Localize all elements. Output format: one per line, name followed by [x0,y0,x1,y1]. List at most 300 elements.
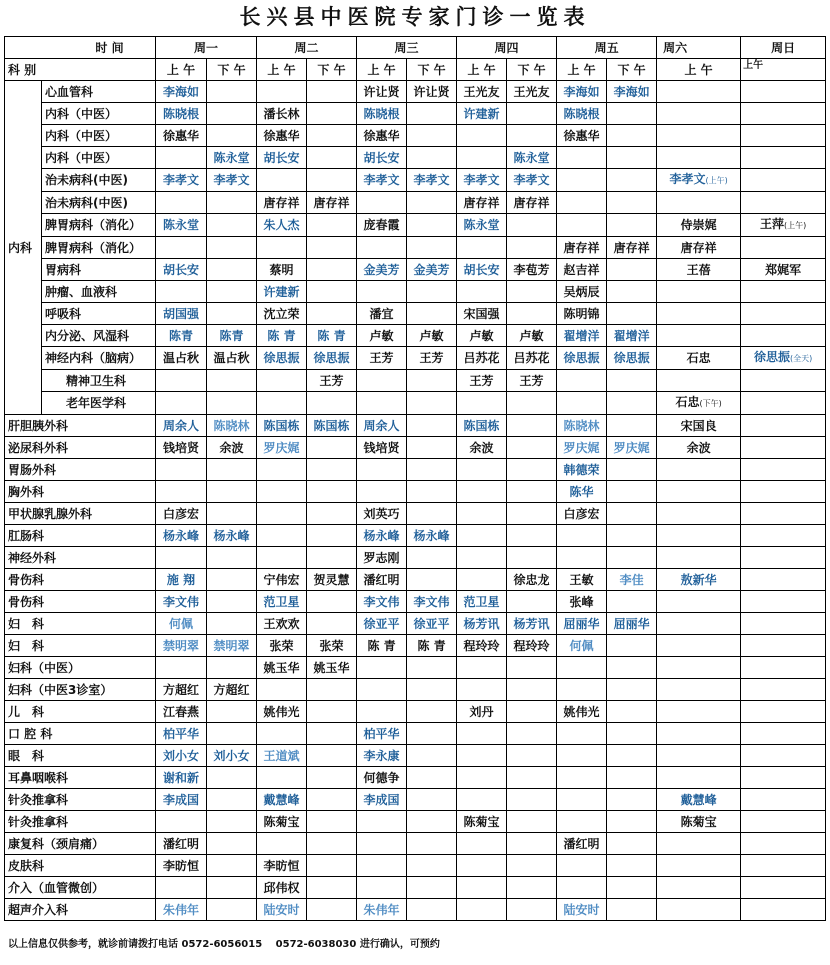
doctor-name: 陈永堂 [162,218,199,232]
doctor-name: 侍崇娓 [680,218,717,232]
schedule-cell [207,125,257,147]
doctor-name: 李佳 [619,572,644,587]
schedule-cell [307,899,357,921]
schedule-cell [457,591,507,613]
schedule-cell [357,303,407,325]
table-row [5,811,826,833]
schedule-cell [741,259,826,281]
department-name: 泌尿科外科 [5,437,156,459]
schedule-cell [156,789,207,811]
schedule-cell [607,723,657,745]
time-label: 时 间 [5,37,156,59]
schedule-cell [257,459,307,481]
doctor-name: 范卫星 [463,594,500,609]
doctor-name: 陈青 [219,328,244,343]
doctor-name: 白彦宏 [162,506,199,521]
department-name: 儿 科 [5,701,156,723]
schedule-cell [257,767,307,789]
schedule-cell [407,723,457,745]
table-row [5,259,826,281]
schedule-cell [307,591,357,613]
schedule-cell [557,169,607,192]
schedule-cell [557,415,607,437]
schedule-cell [457,325,507,347]
schedule-cell [507,214,557,237]
schedule-cell [557,613,607,635]
schedule-cell [156,459,207,481]
schedule-cell [741,899,826,921]
schedule-cell [657,855,741,877]
schedule-cell [741,613,826,635]
doctor-name: 陈晓根 [563,106,600,121]
doctor-name: 方超红 [213,682,250,697]
am-header: 上 午 [457,59,507,81]
doctor-name: 陈 青 [267,328,296,343]
schedule-cell [457,437,507,459]
doctor-name: 陈 青 [317,328,346,343]
doctor-name: 李苞芳 [513,262,550,277]
doctor-name: 卢敏 [469,328,494,343]
schedule-cell [307,833,357,855]
schedule-cell [357,125,407,147]
schedule-cell [257,701,307,723]
doctor-name: 屈丽华 [613,616,650,631]
schedule-cell [741,855,826,877]
doctor-name: 李文伟 [413,594,450,609]
doctor-name: 许建新 [463,106,500,121]
schedule-cell [507,591,557,613]
schedule-cell [407,877,457,899]
schedule-cell [607,679,657,701]
schedule-cell [257,723,307,745]
schedule-cell [607,81,657,103]
doctor-name: 李昉恒 [162,858,199,873]
schedule-cell [741,437,826,459]
doctor-name: 温占秋 [162,351,199,365]
doctor-name: 唐存祥 [263,195,300,210]
doctor-name: 唐存祥 [613,240,650,255]
schedule-cell [307,547,357,569]
doctor-name: 翟增洋 [563,328,600,343]
schedule-cell [657,811,741,833]
schedule-cell [307,169,357,192]
schedule-cell [507,415,557,437]
table-row [5,237,826,259]
pm-header: 下 午 [507,59,557,81]
pm-header: 下 午 [607,59,657,81]
schedule-cell [407,415,457,437]
schedule-cell [307,767,357,789]
doctor-name: 金美芳 [413,262,450,277]
schedule-cell [207,547,257,569]
schedule-cell [507,169,557,192]
schedule-cell [607,370,657,392]
schedule-cell [307,855,357,877]
schedule-cell [207,214,257,237]
schedule-cell [457,679,507,701]
schedule-cell [407,525,457,547]
doctor-name: 潘红明 [162,836,199,851]
schedule-cell [307,147,357,169]
schedule-cell [507,569,557,591]
schedule-cell [156,281,207,303]
schedule-cell [741,833,826,855]
schedule-cell [156,899,207,921]
schedule-cell [657,525,741,547]
schedule-cell [507,147,557,169]
schedule-cell [307,325,357,347]
header-row-days [5,37,826,59]
schedule-cell [257,237,307,259]
schedule-cell [207,679,257,701]
schedule-cell [407,547,457,569]
schedule-cell [257,169,307,192]
page-title: 长兴县中医院专家门诊一览表 [239,4,591,29]
schedule-cell [657,657,741,679]
schedule-cell [207,723,257,745]
doctor-name: 宋国强 [463,306,500,321]
am-header: 上 午 [257,59,307,81]
schedule-cell [741,547,826,569]
schedule-cell [741,767,826,789]
schedule-cell [207,303,257,325]
doctor-name: 刘小女 [162,748,199,763]
schedule-table [4,36,826,921]
schedule-cell [457,701,507,723]
schedule-cell [557,679,607,701]
schedule-cell [607,125,657,147]
schedule-cell [257,899,307,921]
doctor-name: 罗庆娓 [263,440,300,455]
schedule-cell [207,81,257,103]
schedule-cell [507,81,557,103]
schedule-cell [507,811,557,833]
schedule-cell [557,103,607,125]
schedule-cell [207,657,257,679]
doctor-name: 余波 [469,440,494,455]
doctor-name: 韩德荣 [563,462,600,477]
schedule-cell [407,657,457,679]
schedule-cell [557,789,607,811]
doctor-name: 王萍 [759,217,784,231]
doctor-name: 李孝文 [162,173,199,187]
schedule-cell [557,503,607,525]
schedule-cell [207,899,257,921]
schedule-cell [207,147,257,169]
doctor-name: 唐存祥 [680,240,717,255]
doctor-name: 徐思振 [613,351,650,365]
schedule-cell [457,569,507,591]
table-row [5,370,826,392]
department-name: 妇 科 [5,635,156,657]
schedule-cell [507,657,557,679]
schedule-cell [357,877,407,899]
doctor-name: 陈永堂 [463,218,500,232]
doctor-name: 徐思振 [263,351,300,365]
doctor-name: 朱人杰 [263,218,300,232]
schedule-cell [257,679,307,701]
schedule-cell [507,259,557,281]
schedule-cell [607,591,657,613]
doctor-name: 潘红明 [563,836,600,851]
department-name: 内科（中医） [42,125,156,147]
doctor-name: 陆安时 [563,902,600,917]
schedule-cell [307,481,357,503]
doctor-name: 李孝文 [513,173,550,187]
schedule-cell [156,591,207,613]
schedule-cell [507,192,557,214]
doctor-name: 江春燕 [162,704,199,719]
schedule-cell [257,811,307,833]
doctor-name: 陈菊宝 [263,814,300,829]
schedule-cell [557,833,607,855]
schedule-cell [407,635,457,657]
schedule-cell [357,855,407,877]
doctor-name: 余波 [219,440,244,455]
doctor-name: 胡长安 [363,150,400,165]
department-name: 皮肤科 [5,855,156,877]
schedule-cell [407,192,457,214]
schedule-cell [357,281,407,303]
doctor-name: 李成国 [162,792,199,807]
schedule-cell [607,325,657,347]
doctor-name: 姚玉华 [263,660,300,675]
doctor-name: 潘红明 [363,572,400,587]
schedule-cell [657,789,741,811]
schedule-cell [207,459,257,481]
schedule-cell [607,392,657,415]
schedule-cell [657,303,741,325]
schedule-cell [657,701,741,723]
schedule-cell [457,811,507,833]
doctor-name: 敖新华 [680,572,717,587]
schedule-cell [357,591,407,613]
table-row [5,325,826,347]
doctor-name: 柏平华 [363,726,400,741]
schedule-cell [507,745,557,767]
schedule-cell [657,347,741,370]
schedule-cell [156,214,207,237]
doctor-name: 陆安时 [263,902,300,917]
schedule-cell [357,392,407,415]
schedule-cell [407,899,457,921]
doctor-name: 吕苏花 [513,351,550,365]
schedule-cell [557,259,607,281]
department-name: 脾胃病科（消化） [42,214,156,237]
schedule-cell [557,147,607,169]
schedule-cell [156,125,207,147]
schedule-cell [557,192,607,214]
schedule-cell [156,81,207,103]
schedule-cell [607,214,657,237]
schedule-cell [156,679,207,701]
schedule-cell [257,125,307,147]
doctor-name: 刘丹 [469,704,494,719]
schedule-cell [156,147,207,169]
schedule-cell [457,169,507,192]
department-name: 治未病科(中医) [42,192,156,214]
schedule-cell [207,392,257,415]
doctor-name: 陈 青 [367,638,396,653]
schedule-cell [507,833,557,855]
schedule-cell [357,459,407,481]
schedule-cell [357,613,407,635]
schedule-cell [207,347,257,370]
schedule-cell [457,459,507,481]
schedule-cell [741,169,826,192]
schedule-cell [741,392,826,415]
schedule-cell [657,547,741,569]
doctor-name: 许让贤 [363,84,400,99]
doctor-name: 潘宜 [369,306,394,321]
doctor-name: 朱伟年 [363,902,400,917]
table-row [5,392,826,415]
doctor-name: 陈国栋 [463,418,500,433]
schedule-cell [657,237,741,259]
schedule-cell [156,169,207,192]
schedule-cell [207,789,257,811]
schedule-cell [657,81,741,103]
schedule-cell [357,679,407,701]
schedule-cell [257,833,307,855]
schedule-cell [557,370,607,392]
schedule-cell [607,103,657,125]
pm-header: 下 午 [307,59,357,81]
schedule-cell [357,789,407,811]
schedule-cell [207,281,257,303]
schedule-cell [741,657,826,679]
doctor-name: 戴慧峰 [680,792,717,807]
department-name: 胸外科 [5,481,156,503]
table-row [5,169,826,192]
schedule-cell [357,635,407,657]
schedule-cell [357,503,407,525]
session-note: (上午) [783,221,807,230]
department-name: 妇科（中医3诊室） [5,679,156,701]
schedule-cell [741,525,826,547]
schedule-cell [557,325,607,347]
schedule-cell [156,503,207,525]
table-row [5,437,826,459]
doctor-name: 李海如 [613,84,650,99]
schedule-cell [557,392,607,415]
schedule-cell [357,437,407,459]
doctor-name: 刘小女 [213,748,250,763]
schedule-cell [156,833,207,855]
schedule-cell [457,525,507,547]
schedule-cell [741,635,826,657]
table-row [5,679,826,701]
schedule-cell [457,259,507,281]
schedule-cell [357,569,407,591]
department-name: 胃肠外科 [5,459,156,481]
schedule-cell [457,392,507,415]
schedule-cell [307,281,357,303]
schedule-cell [657,481,741,503]
doctor-name: 徐忠龙 [513,572,550,587]
schedule-cell [257,547,307,569]
schedule-cell [741,459,826,481]
schedule-cell [307,789,357,811]
schedule-cell [357,767,407,789]
schedule-cell [307,370,357,392]
schedule-cell [657,125,741,147]
schedule-cell [407,679,457,701]
schedule-cell [457,745,507,767]
schedule-cell [257,591,307,613]
schedule-cell [607,169,657,192]
schedule-cell [607,855,657,877]
schedule-cell [407,237,457,259]
schedule-cell [357,701,407,723]
table-row [5,833,826,855]
table-row [5,192,826,214]
schedule-cell [407,303,457,325]
schedule-cell [507,125,557,147]
schedule-cell [741,569,826,591]
schedule-cell [407,811,457,833]
schedule-cell [657,147,741,169]
department-name: 肝胆胰外科 [5,415,156,437]
schedule-cell [557,437,607,459]
doctor-name: 王光友 [463,84,500,99]
doctor-name: 王芳 [519,373,544,388]
department-name: 胃病科 [42,259,156,281]
doctor-name: 程玲玲 [513,638,550,653]
schedule-cell [257,392,307,415]
schedule-cell [207,745,257,767]
doctor-name: 唐存祥 [463,195,500,210]
schedule-cell [741,237,826,259]
schedule-cell [207,259,257,281]
schedule-cell [407,347,457,370]
schedule-cell [407,569,457,591]
schedule-cell [357,237,407,259]
department-name: 针灸推拿科 [5,811,156,833]
doctor-name: 陈国栋 [313,418,350,433]
schedule-cell [557,811,607,833]
schedule-cell [307,81,357,103]
day-header: 周一 [156,37,257,59]
doctor-name: 卢敏 [519,328,544,343]
schedule-cell [657,591,741,613]
schedule-cell [457,613,507,635]
schedule-cell [607,701,657,723]
schedule-cell [741,481,826,503]
doctor-name: 李昉恒 [263,858,300,873]
schedule-cell [657,437,741,459]
schedule-cell [156,635,207,657]
schedule-cell [407,169,457,192]
schedule-cell [156,525,207,547]
schedule-cell [557,635,607,657]
schedule-cell [357,147,407,169]
schedule-cell [507,503,557,525]
schedule-cell [257,657,307,679]
schedule-cell [257,81,307,103]
department-name: 内科（中医） [42,103,156,125]
schedule-cell [557,591,607,613]
doctor-name: 杨芳讯 [513,616,550,631]
schedule-cell [156,259,207,281]
schedule-cell [607,767,657,789]
schedule-cell [156,613,207,635]
schedule-cell [741,701,826,723]
doctor-name: 姚伟光 [563,704,600,719]
schedule-cell [307,877,357,899]
schedule-cell [607,635,657,657]
schedule-cell [507,899,557,921]
